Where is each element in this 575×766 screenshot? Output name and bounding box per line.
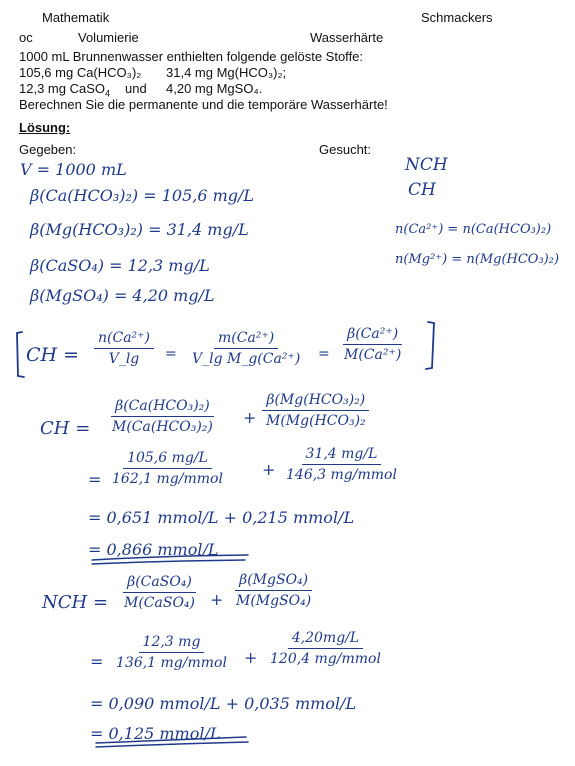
given-label: Gegeben: bbox=[19, 142, 77, 157]
bracket-frac-2: $\frac{\text{m(Ca²⁺)}}{\text{V\_lg M\_g(Ca²⁺)}}$ bbox=[192, 330, 301, 367]
nch-plus-1: + bbox=[210, 590, 224, 609]
nch-eq-2: = bbox=[90, 652, 104, 671]
sought-nch: NCH bbox=[405, 155, 448, 175]
relation-mg: n(Mg²⁺) = n(Mg(HCO₃)₂) bbox=[395, 252, 560, 267]
ch-plus-2: + bbox=[262, 460, 276, 479]
bracket-left bbox=[17, 332, 24, 377]
ch-eq-2: = bbox=[88, 470, 102, 489]
ch-underline-2 bbox=[92, 560, 245, 564]
author-label: Schmackers bbox=[421, 10, 493, 25]
subject-label: Mathematik bbox=[42, 10, 110, 25]
given-caso4: β(CaSO₄) = 12,3 mg/L bbox=[30, 256, 210, 275]
relation-ca: n(Ca²⁺) = n(Ca(HCO₃)₂) bbox=[395, 222, 552, 237]
nch-term-1: β(CaSO₄) M(CaSO₄) bbox=[124, 574, 195, 611]
problem-intro: 1000 mL Brunnenwasser enthielten folgende gelöste Stoffe: bbox=[19, 49, 364, 64]
bracket-lhs: CH = bbox=[26, 344, 80, 366]
sought-ch: CH bbox=[408, 180, 436, 200]
ch-underline-1 bbox=[92, 555, 248, 560]
nch-sub-2: 4,20mg/L 120,4 mg/mmol bbox=[270, 630, 381, 667]
problem-mgso4: 4,20 mg MgSO₄. bbox=[166, 81, 263, 96]
nch-label: NCH = bbox=[42, 592, 109, 613]
bracket-right bbox=[426, 322, 434, 369]
ch-plus-1: + bbox=[243, 408, 257, 427]
given-ca-hco3: β(Ca(HCO₃)₂) = 105,6 mg/L bbox=[30, 186, 255, 205]
ch-term-1: β(Ca(HCO₃)₂) M(Ca(HCO₃)₂) bbox=[112, 398, 213, 435]
problem-mg-hco3: 31,4 mg Mg(HCO₃)₂; bbox=[166, 65, 287, 80]
solution-heading: Lösung: bbox=[19, 120, 71, 135]
ch-sub-1: 105,6 mg/L 162,1 mg/mmol bbox=[112, 450, 223, 487]
bracket-op-2: = bbox=[318, 346, 330, 362]
problem-caso4: 12,3 mg CaSO$_4$ bbox=[19, 81, 111, 99]
nch-result-1: = 0,090 mmol/L + 0,035 mmol/L bbox=[90, 694, 357, 713]
ch-sub-2: 31,4 mg/L 146,3 mg/mmol bbox=[286, 446, 397, 483]
bracket-frac-1: $\frac{\text{n(Ca²⁺)}}{V\_\lg}$ bbox=[94, 330, 154, 367]
topic-left: Volumierie bbox=[78, 30, 139, 45]
bracket-op-1: = bbox=[165, 346, 177, 362]
given-mgso4: β(MgSO₄) = 4,20 mg/L bbox=[30, 286, 215, 305]
nch-result-2: = 0,125 mmol/L bbox=[90, 724, 221, 743]
ch-result-2: = 0,866 mmol/L bbox=[88, 540, 219, 559]
nch-sub-1: 12,3 mg 136,1 mg/mmol bbox=[116, 634, 227, 671]
problem-und: und bbox=[125, 81, 147, 96]
topic-right: Wasserhärte bbox=[310, 30, 384, 45]
sought-label: Gesucht: bbox=[319, 142, 372, 157]
nch-plus-2: + bbox=[244, 648, 258, 667]
class-code: oc bbox=[19, 30, 33, 45]
problem-ca-hco3: 105,6 mg Ca(HCO₃)₂ bbox=[19, 65, 142, 80]
given-volume: V = 1000 mL bbox=[20, 160, 127, 179]
problem-question: Berechnen Sie die permanente und die temporäre Wasserhärte! bbox=[19, 97, 388, 112]
ch-term-2: β(Mg(HCO₃)₂) M(Mg(HCO₃)₂ bbox=[262, 392, 370, 429]
ch-result-1: = 0,651 mmol/L + 0,215 mmol/L bbox=[88, 508, 355, 527]
nch-term-2: β(MgSO₄) M(MgSO₄) bbox=[236, 572, 312, 609]
given-mg-hco3: β(Mg(HCO₃)₂) = 31,4 mg/L bbox=[30, 220, 249, 239]
bracket-frac-3: $\frac{\text{β(Ca²⁺)}}{\text{M(Ca²⁺)}}$ bbox=[344, 326, 402, 363]
ch-label: CH = bbox=[40, 418, 91, 439]
